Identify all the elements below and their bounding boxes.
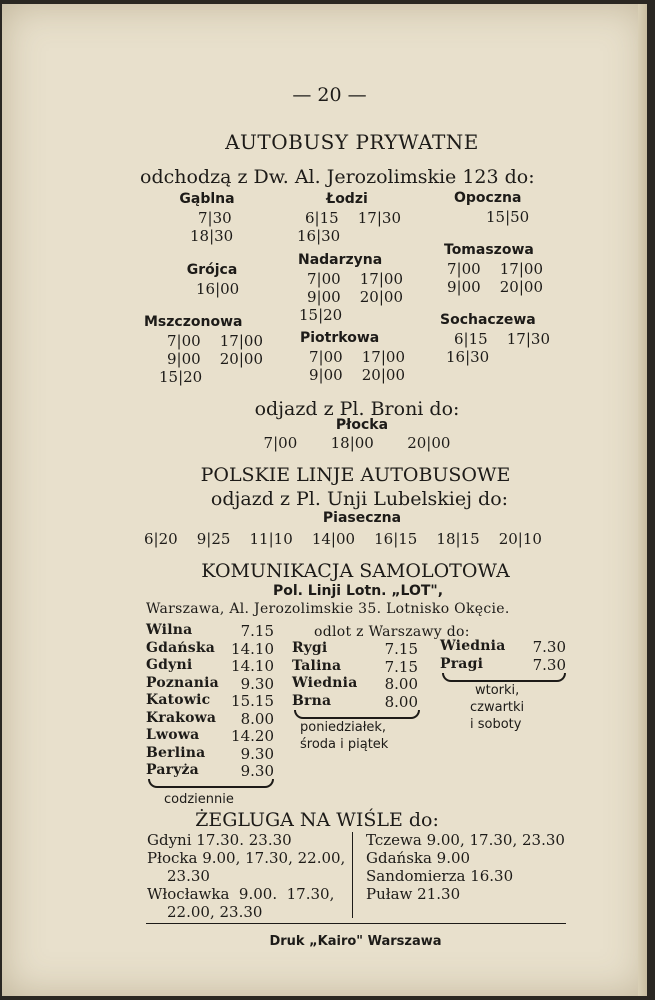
piaseczno-times: 6|20 9|25 11|10 14|00 16|15 18|15 20|10 — [144, 530, 542, 548]
sochaczew-time-2: 16|30 — [446, 348, 490, 366]
mwf-flight-city: Rygi — [292, 640, 328, 656]
gablin-time-1: 7|30 — [198, 209, 232, 227]
tts-label-1: wtorki, — [475, 683, 520, 698]
mwf-label-2: środa i piątek — [300, 737, 389, 752]
heading-komunikacja: KOMUNIKACJA SAMOLOTOWA — [201, 560, 510, 582]
mszczonow-time-1: 7|00 17|00 — [167, 332, 263, 350]
lodz-time-1: 6|15 17|30 — [305, 209, 401, 227]
dest-gablin: Gąblna — [179, 191, 235, 207]
tts-flight-city: Wiednia — [440, 638, 506, 654]
dest-grojec: Grójca — [186, 262, 238, 278]
mszczonow-time-2: 9|00 20|00 — [167, 350, 263, 368]
daily-flight-time: 9.30 — [240, 744, 274, 763]
heading-polskie-linje: POLSKIE LINJE AUTOBUSOWE — [200, 464, 511, 486]
tomaszow-time-1: 7|00 17|00 — [447, 260, 543, 278]
lodz-time-2: 16|30 — [297, 227, 341, 245]
dest-piaseczno: Piaseczna — [322, 510, 402, 526]
zegluga-left-3: 23.30 — [167, 867, 210, 885]
daily-flight-time: 14.10 — [231, 639, 274, 658]
mwf-flight-time: 7.15 — [384, 640, 418, 658]
daily-flight-city: Paryża — [146, 762, 199, 778]
page-number: — 20 — — [292, 84, 367, 106]
tts-brace — [442, 673, 566, 682]
dest-plock: Płocka — [335, 417, 389, 433]
heading-autobusy-sub: odchodzą z Dw. Al. Jerozolimskie 123 do: — [140, 166, 535, 188]
zegluga-right-2: Gdańska 9.00 — [366, 849, 471, 867]
daily-label: codziennie — [164, 792, 234, 807]
daily-flight-city: Katowic — [146, 692, 211, 708]
mszczonow-time-3: 15|20 — [159, 368, 203, 386]
daily-flight-time: 8.00 — [240, 709, 274, 728]
zegluga-left-2: Płocka 9.00, 17.30, 22.00, — [147, 849, 346, 867]
mwf-flight-city: Brna — [292, 692, 332, 709]
zegluga-divider — [352, 832, 353, 918]
daily-flight-time: 14.20 — [231, 727, 274, 745]
tts-flight-time: 7.30 — [532, 655, 566, 674]
footer-rule — [146, 923, 566, 924]
grojec-time-1: 16|00 — [196, 280, 240, 298]
mwf-flight-city: Talina — [292, 657, 342, 674]
mwf-flight-time: 8.00 — [384, 675, 418, 693]
mwf-flight-time: 8.00 — [384, 692, 418, 711]
lot-line: Pol. Linji Lotn. „LOT", — [272, 583, 444, 599]
piotrkow-time-1: 7|00 17|00 — [309, 348, 405, 366]
piotrkow-time-2: 9|00 20|00 — [309, 366, 405, 384]
daily-flight-time: 14.10 — [231, 657, 274, 675]
lot-address: Warszawa, Al. Jerozolimskie 35. Lotnisko Okęcie. — [146, 601, 510, 617]
dest-lodz: Łodzi — [326, 191, 368, 207]
mwf-flight-time: 7.15 — [384, 657, 418, 676]
daily-flight-city: Krakowa — [146, 709, 217, 726]
tts-label-3: i soboty — [470, 717, 522, 732]
daily-brace — [148, 779, 274, 788]
daily-flight-city: Gdyni — [146, 657, 193, 673]
daily-flight-time: 15.15 — [231, 692, 274, 710]
tomaszow-time-2: 9|00 20|00 — [447, 278, 543, 296]
daily-flight-city: Poznania — [146, 674, 219, 691]
daily-flight-city: Gdańska — [146, 639, 216, 656]
odlot-title: odlot z Warszawy do: — [314, 624, 470, 640]
daily-flight-time: 9.30 — [240, 674, 274, 693]
daily-flight-city: Berlina — [146, 744, 206, 761]
zegluga-left-1: Gdyni 17.30. 23.30 — [147, 831, 292, 849]
sochaczew-time-1: 6|15 17|30 — [454, 330, 550, 348]
gablin-time-2: 18|30 — [190, 227, 234, 245]
dest-opoczno: Opoczna — [454, 190, 522, 206]
daily-flight-time: 7.15 — [240, 622, 274, 640]
dest-tomaszow: Tomaszowa — [444, 242, 534, 258]
dest-piotrkow: Piotrkowa — [300, 330, 380, 346]
nadarzyn-time-1: 7|00 17|00 — [307, 270, 403, 288]
mwf-flight-city: Wiednia — [292, 675, 358, 691]
document-page — [2, 4, 647, 996]
plock-times: 7|00 18|00 20|00 — [263, 434, 451, 452]
tts-flight-city: Pragi — [440, 655, 484, 672]
dest-mszczonow: Mszczonowa — [144, 314, 243, 330]
tts-label-2: czwartki — [470, 700, 525, 715]
heading-autobusy-prywatne: AUTOBUSY PRYWATNE — [225, 130, 479, 154]
heading-zegluga: ŻEGLUGA NA WIŚLE do: — [195, 809, 439, 831]
dest-sochaczew: Sochaczewa — [440, 312, 536, 328]
nadarzyn-time-2: 9|00 20|00 — [307, 288, 403, 306]
daily-flight-city: Wilna — [146, 622, 193, 638]
nadarzyn-time-3: 15|20 — [299, 306, 343, 324]
broni-title: odjazd z Pl. Broni do: — [254, 398, 460, 420]
printer-credit: Druk „Kairo" Warszawa — [269, 934, 442, 949]
zegluga-left-4: Włocławka 9.00. 17.30, — [147, 885, 335, 903]
heading-polskie-linje-sub: odjazd z Pl. Unji Lubelskiej do: — [210, 488, 509, 510]
zegluga-left-5: 22.00, 23.30 — [167, 903, 263, 921]
zegluga-right-1: Tczewa 9.00, 17.30, 23.30 — [366, 831, 565, 849]
daily-flight-time: 9.30 — [240, 762, 274, 780]
tts-flight-time: 7.30 — [532, 638, 566, 656]
zegluga-right-3: Sandomierza 16.30 — [366, 867, 514, 885]
mwf-brace — [294, 710, 420, 719]
daily-flight-city: Lwowa — [146, 727, 200, 743]
mwf-label-1: poniedziałek, — [300, 720, 387, 735]
dest-nadarzyn: Nadarzyna — [298, 252, 383, 268]
zegluga-right-4: Puław 21.30 — [366, 885, 461, 903]
opoczno-time-1: 15|50 — [486, 208, 530, 226]
